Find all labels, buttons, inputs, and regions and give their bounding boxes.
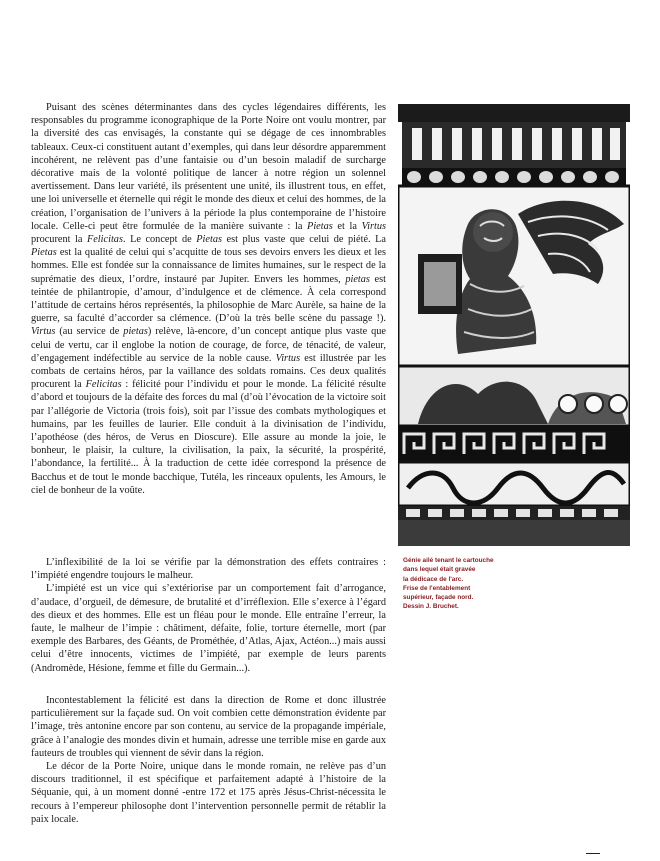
text-block-intro [31,101,386,497]
figure-caption [403,556,553,612]
term-pietas: Pietas [31,247,57,259]
term-felicitas: Felicitas [86,234,123,246]
paragraph: L’inflexibilité de la loi se vérifie par la démonstration des effets contraires : l’impiété engendre toujours le malheur. [31,557,386,582]
text-block-conclusion [31,694,386,826]
caption-line: supérieur, façade nord. [403,594,474,602]
winged-genius-illustration [398,104,630,546]
term-virtus: Virtus [31,326,56,338]
term-pietas: pietas [123,326,148,338]
genius-head [473,212,513,252]
page-marker-rule [586,853,600,854]
term-pietas: Pietas [196,234,222,246]
entablature-top-band [398,104,630,122]
term-felicitas: Felicitas [85,379,122,391]
paragraph: Puisant des scènes déterminantes dans des cycles légendaires différents, les responsables du programme iconographique de la Porte Noire ont voulu montrer, par la diversité des cas envisagés, la constante qui se dégage de ces innombrables tableaux. Ceux-ci constituent autant d’exemples, qui dans leur désordre apparemment incohérent, ne relèvent pas d’une fantaisie ou d’un besoin maladif de surcharge décorative mais de la volonté politique de lancer à notre région un solennel avertissement. Dans leur variété, ils présentent une unité, ils illustrent tous, en effet, une loi universelle et éternelle qui régit le monde des dieux et celui des hommes, de la création, l’organisation de l’univers à la période la plus contemporaine de l’histoire locale. Celle-ci peut être formulée de la manière suivante : la Pietas et la Virtus procurent la Felicitas. Le concept de Pietas est plus vaste que celui de piété. La Pietas est la qualité de celui qui s’acquitte de tous ses devoirs envers les dieux et les hommes. Elle est fondée sur la connaissance de limites humaines, sur le respect de la suprématie des dieux, l’ordre, instauré par Jupiter. Envers les hommes, pietas est teintée de philantropie, d’amour, d’indulgence et de clémence. À cela correspond l’attitude de certains héros représentés, la philosophie de Marc Aurèle, sa haine de la guerre, sa faculté d’accorder sa clémence. (D’où la très belle scène du passage !). Virtus (au service de pietas) relève, là-encore, d’un concept antique plus vaste que celui de vertu, car il englobe la notion de courage, de force, de ténacité, de valeur, d’engagement indéfectible au service de la noble cause. Virtus est illustrée par les combats de certains héros, par la vaillance des soldats romains. Ces deux qualités procurent la Felicitas : félicité pour l’individu et pour le monde. La félicité résulte d’abord et toujours de la défaite des forces du mal (d’où l’évocation de la victoire soit par l’allégorie de Victoria (trois fois), soit par l’issue des combats mythologiques et humains, par les feuilles de laurier. Elle conduit à la divinisation de l’individu, l’apothéose (des héros, de Verus en Dioscure). Elle assure au monde la joie, le bonheur, le plaisir, la culture, la civilisation, la paix, la sécurité, la prospérité, l’abondance, la fertilité... À la traduction de cette idée correspond la présence de Bacchus et de tout le monde bacchique, Tutéla, les rinceaux opulents, les Amours, le ciel de bonheur de la voûte. [31,102,386,496]
paragraph: L’impiété est un vice qui s’extériorise par un comportement fait d’arrogance, d’audace, d’orgueil, de démesure, de brutalité et d’irréflexion. Elle s’exerce à l’égard des dieux et des hommes. Elle est un fléau pour le monde. Elle entraîne l’erreur, la faute, le malheur de l’impie : châtiment, défaite, folie, torture éternelle, mort (par exemple des Barbares, des Géants, de Prométhée, d’Atlas, Ajax, Actéon...) mais aussi celui d’être innocents, victimes de l’impiété, par exemple de leurs parents (Andromède, Hésione, femme et fille du Germain...). [31,583,386,674]
caption-line: Génie ailé tenant le cartouche [403,557,494,564]
rosettes [559,395,627,413]
frieze-drawing [398,104,630,546]
term-pietas: Pietas [307,220,333,232]
caption-line: dans lequel était gravée [403,566,476,574]
caption-line: Dessin J. Bruchet. [403,603,459,611]
paragraph: Incontestablement la félicité est dans la direction de Rome et donc illustrée particulièrement sur la façade sud. On voit combien cette démonstration évidente par l’image, très antonine encore par son contenu, au service de la propagande impériale, grâce à l’analogie des mondes divin et humain, adresse une terrible mise en garde aux fauteurs de troubles qui viennent de sévir dans la région. [31,695,386,759]
term-virtus: Virtus [275,352,301,364]
paragraph: Le décor de la Porte Noire, unique dans le monde romain, ne relève pas d’un discours traditionnel, il est spécifique et parfaitement adapté à l’histoire de la Séquanie, qui, à un moment donné -entre 172 et 175 après Jésus-Christ-nécessita le recours à l’empereur philosophe dont l’intervention personnelle permit de rétablir la paix locale. [31,761,386,825]
term-virtus: Virtus [361,220,386,232]
caption-line: la dédicace de l'arc. [403,575,464,583]
text-block-impiety [31,556,386,675]
term-pietas: pietas [345,273,370,285]
caption-line: Frise de l'entablement [403,584,471,592]
